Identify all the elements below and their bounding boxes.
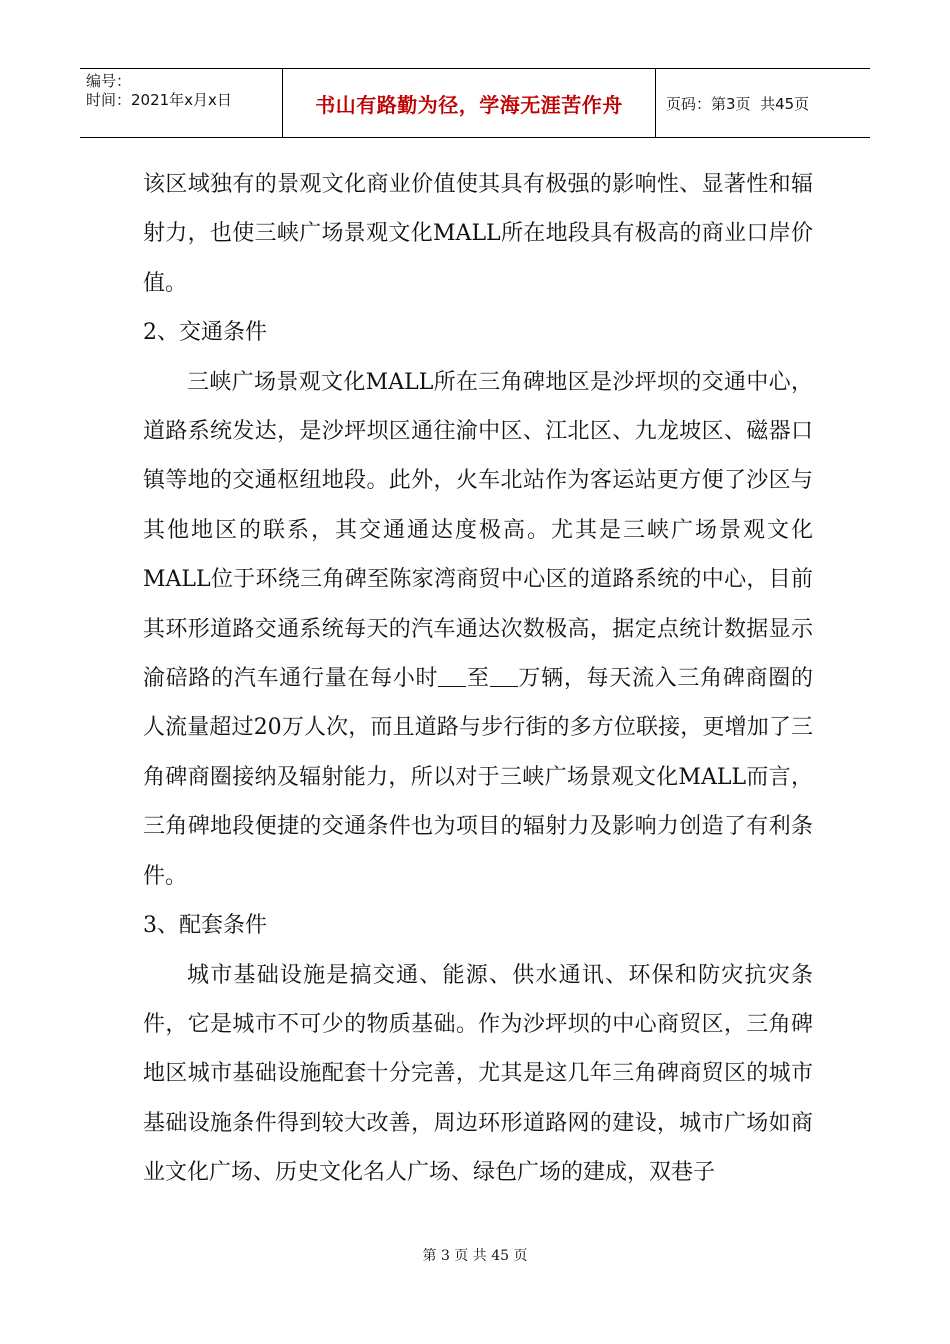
paragraph-1: 该区域独有的景观文化商业价值使其具有极强的影响性、显著性和辐射力，也使三峡广场景观文化MALL所在地段具有极高的商业口岸价值。 bbox=[143, 172, 813, 296]
fill-blank-2 bbox=[490, 664, 518, 687]
paragraph-traffic-text-1: 三峡广场景观文化MALL所在三角碑地区是沙坪坝的交通中心，道路系统发达，是沙坪坝区通往渝中区、江北区、九龙坡区、磁器口镇等地的交通枢纽地段。此外，火车北站作为客运站更方便了沙区与其他地区的联系，其交通通达度极高。尤其是三峡广场景观文化MALL位于环绕三角碑至陈家湾商贸中心区的道路系统的中心，目前其环形道路交通系统每天的汽车通达次数极高，据定点统计数据显示渝碚路的汽车通行量在每小时 bbox=[143, 369, 813, 692]
paragraph-facilities: 城市基础设施是搞交通、能源、供水通讯、环保和防灾抗灾条件，它是城市不可少的物质基础。作为沙坪坝的中心商贸区，三角碑地区城市基础设施配套十分完善，尤其是这几年三角碑商贸区的城市基础设施条件得到较大改善，周边环形道路网的建设，城市广场如商业文化广场、历史文化名人广场、绿色广场的建成，双巷子 bbox=[143, 962, 813, 1186]
document-number-label: 编号： bbox=[86, 72, 132, 90]
paragraph-traffic-text-2: 至 bbox=[466, 666, 490, 692]
paragraph-traffic-text-3: 万辆，每天流入三角碑商圈的人流量超过20万人次，而且道路与步行街的多方位联接，更增加了三角碑商圈接纳及辐射能力，所以对于三峡广场景观文化MALL而言，三角碑地段便捷的交通条件也为项目的辐射力及影响力创造了有利条件。 bbox=[143, 666, 813, 889]
header-page-info: 页码：第3页 共45页 bbox=[666, 94, 810, 113]
header-motto-cell bbox=[282, 69, 656, 137]
section-heading-traffic: 2、交通条件 bbox=[143, 320, 267, 346]
page-header bbox=[80, 68, 870, 138]
fill-blank-1 bbox=[438, 664, 466, 687]
header-left-cell bbox=[80, 69, 282, 137]
document-body bbox=[143, 160, 813, 1198]
header-motto: 书山有路勤为径，学海无涯苦作舟 bbox=[315, 92, 623, 117]
section-heading-facilities: 3、配套条件 bbox=[143, 913, 267, 939]
page-footer: 第 3 页 共 45 页 bbox=[422, 1248, 528, 1264]
paragraph-traffic bbox=[143, 358, 813, 901]
document-time-label: 时间：2021年x月x日 bbox=[86, 91, 232, 109]
